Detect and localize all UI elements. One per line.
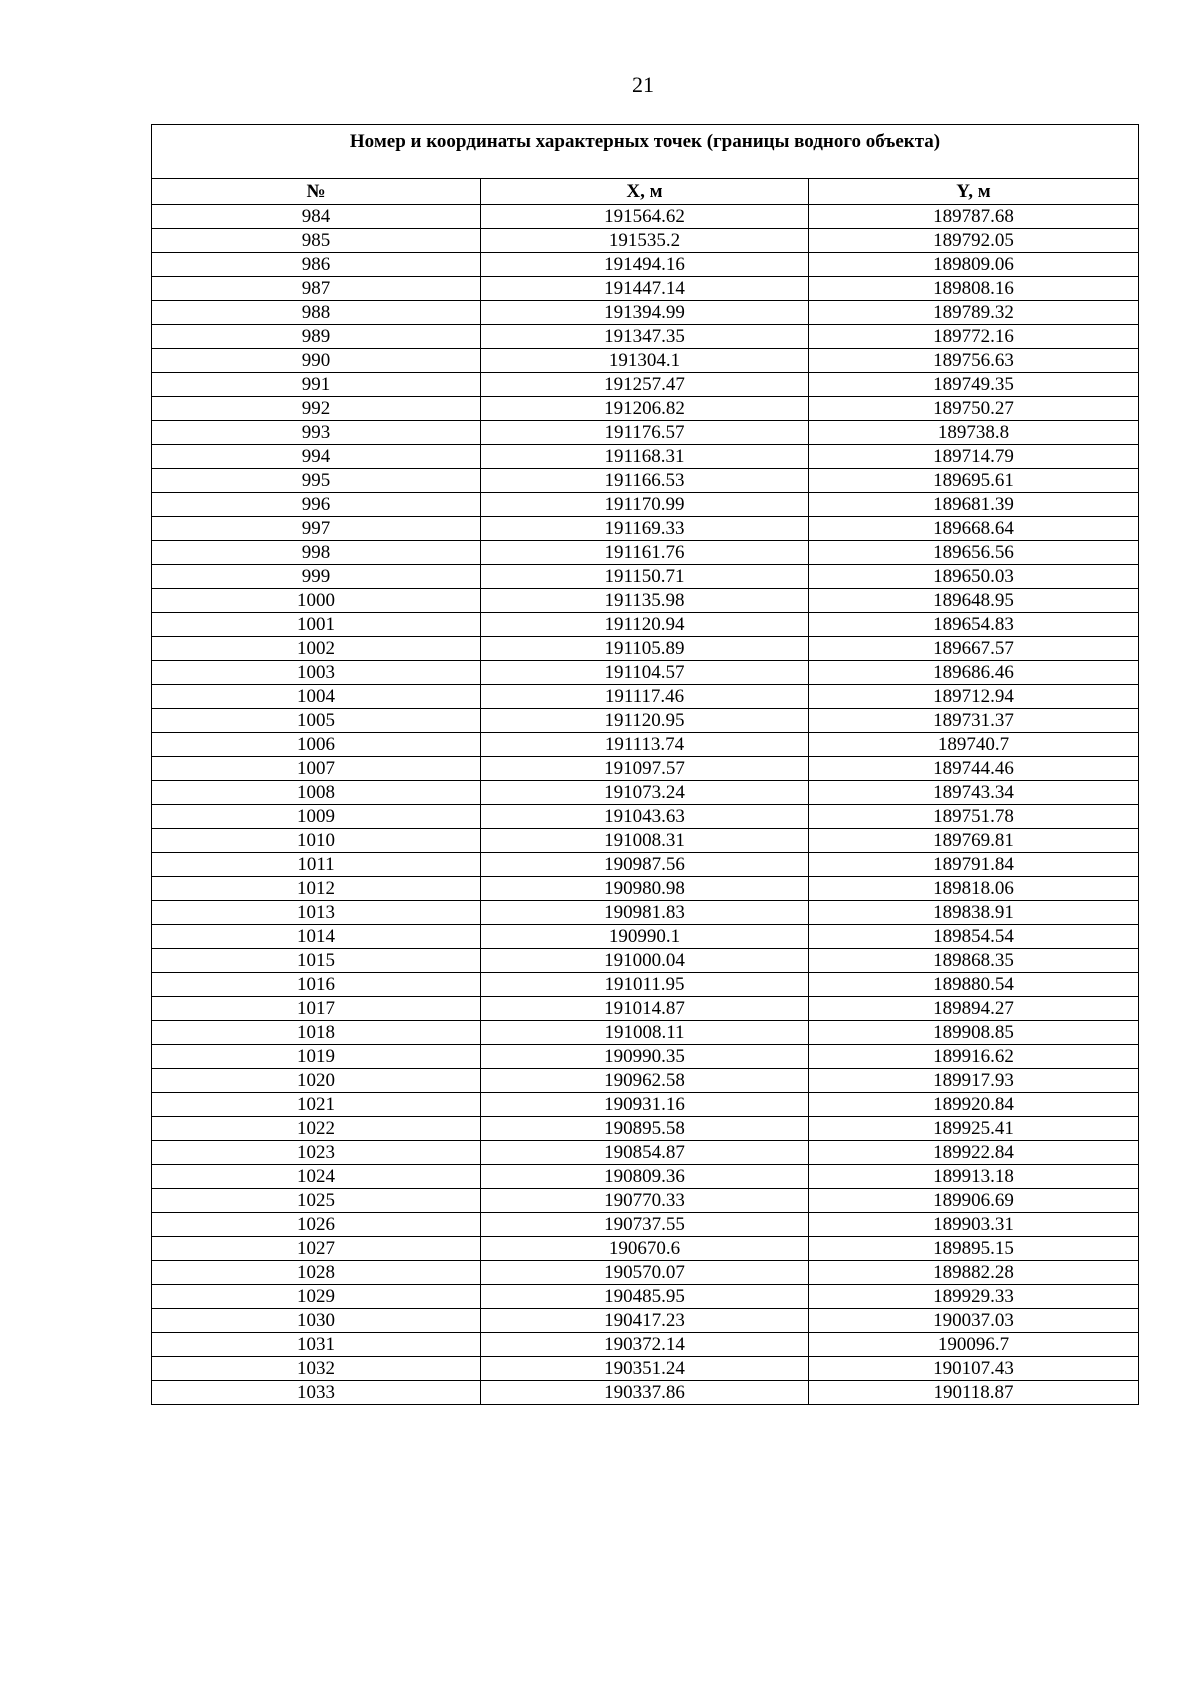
cell-x: 190417.23 [481,1309,809,1333]
table-row [152,1189,1139,1213]
table-row [152,541,1139,565]
cell-x: 191014.87 [481,997,809,1021]
table-row [152,685,1139,709]
cell-number: 994 [152,445,481,469]
cell-y: 189751.78 [809,805,1139,829]
cell-y: 189906.69 [809,1189,1139,1213]
cell-y: 189925.41 [809,1117,1139,1141]
table-row [152,565,1139,589]
table-row [152,829,1139,853]
cell-number: 1028 [152,1261,481,1285]
table-row [152,805,1139,829]
cell-number: 1031 [152,1333,481,1357]
cell-y: 189868.35 [809,949,1139,973]
table-row [152,1333,1139,1357]
cell-y: 189681.39 [809,493,1139,517]
cell-y: 189667.57 [809,637,1139,661]
column-header-y: Y, м [809,179,1139,205]
table-row [152,757,1139,781]
cell-y: 189791.84 [809,853,1139,877]
cell-number: 989 [152,325,481,349]
table-row [152,205,1139,229]
table-body [152,205,1139,1405]
page-number: 21 [632,72,654,97]
table-row [152,1357,1139,1381]
table-row [152,229,1139,253]
table-row [152,469,1139,493]
cell-number: 987 [152,277,481,301]
table-row [152,853,1139,877]
cell-number: 1006 [152,733,481,757]
cell-number: 991 [152,373,481,397]
cell-y: 189714.79 [809,445,1139,469]
table-row [152,613,1139,637]
table-row [152,1309,1139,1333]
table-header-row [152,179,1139,205]
cell-number: 1002 [152,637,481,661]
cell-y: 189809.06 [809,253,1139,277]
table-row [152,1381,1139,1405]
cell-number: 986 [152,253,481,277]
cell-x: 190670.6 [481,1237,809,1261]
cell-x: 191000.04 [481,949,809,973]
table-row [152,1117,1139,1141]
cell-number: 1027 [152,1237,481,1261]
cell-x: 191170.99 [481,493,809,517]
cell-number: 1000 [152,589,481,613]
cell-x: 190351.24 [481,1357,809,1381]
cell-y: 189712.94 [809,685,1139,709]
cell-x: 191166.53 [481,469,809,493]
cell-y: 189756.63 [809,349,1139,373]
cell-x: 190485.95 [481,1285,809,1309]
table-row [152,277,1139,301]
cell-number: 1026 [152,1213,481,1237]
cell-y: 189656.56 [809,541,1139,565]
cell-y: 190107.43 [809,1357,1139,1381]
table-row [152,1285,1139,1309]
cell-x: 191008.31 [481,829,809,853]
cell-x: 191161.76 [481,541,809,565]
table-row [152,877,1139,901]
cell-y: 189894.27 [809,997,1139,1021]
cell-number: 1003 [152,661,481,685]
cell-y: 189818.06 [809,877,1139,901]
cell-y: 189769.81 [809,829,1139,853]
cell-number: 1015 [152,949,481,973]
cell-number: 988 [152,301,481,325]
cell-number: 1018 [152,1021,481,1045]
cell-x: 191347.35 [481,325,809,349]
cell-number: 1014 [152,925,481,949]
cell-x: 191120.95 [481,709,809,733]
cell-number: 1009 [152,805,481,829]
cell-y: 189880.54 [809,973,1139,997]
cell-number: 1033 [152,1381,481,1405]
cell-y: 189917.93 [809,1069,1139,1093]
cell-y: 189740.7 [809,733,1139,757]
cell-number: 1001 [152,613,481,637]
cell-x: 191257.47 [481,373,809,397]
cell-number: 1004 [152,685,481,709]
cell-x: 191150.71 [481,565,809,589]
cell-x: 190809.36 [481,1165,809,1189]
cell-x: 191535.2 [481,229,809,253]
cell-y: 189854.54 [809,925,1139,949]
table-row [152,301,1139,325]
cell-y: 189731.37 [809,709,1139,733]
cell-x: 191304.1 [481,349,809,373]
cell-number: 1007 [152,757,481,781]
table-row [152,1045,1139,1069]
cell-number: 999 [152,565,481,589]
table-row [152,253,1139,277]
cell-x: 191008.11 [481,1021,809,1045]
cell-x: 191113.74 [481,733,809,757]
cell-number: 1023 [152,1141,481,1165]
cell-number: 1025 [152,1189,481,1213]
table-row [152,1021,1139,1045]
cell-y: 189744.46 [809,757,1139,781]
table-row [152,1261,1139,1285]
cell-x: 191011.95 [481,973,809,997]
cell-number: 1022 [152,1117,481,1141]
cell-y: 189772.16 [809,325,1139,349]
cell-y: 190096.7 [809,1333,1139,1357]
cell-y: 189808.16 [809,277,1139,301]
cell-y: 189895.15 [809,1237,1139,1261]
table-row [152,709,1139,733]
cell-x: 191176.57 [481,421,809,445]
cell-y: 189908.85 [809,1021,1139,1045]
cell-x: 190854.87 [481,1141,809,1165]
cell-number: 1030 [152,1309,481,1333]
cell-number: 1010 [152,829,481,853]
cell-y: 189738.8 [809,421,1139,445]
cell-y: 189749.35 [809,373,1139,397]
coordinates-table [151,124,1139,1405]
cell-number: 992 [152,397,481,421]
cell-x: 190737.55 [481,1213,809,1237]
cell-number: 984 [152,205,481,229]
table-row [152,733,1139,757]
cell-x: 191447.14 [481,277,809,301]
cell-number: 998 [152,541,481,565]
cell-number: 993 [152,421,481,445]
cell-number: 1019 [152,1045,481,1069]
cell-number: 1012 [152,877,481,901]
table-row [152,1165,1139,1189]
table-row [152,1141,1139,1165]
cell-number: 997 [152,517,481,541]
table-row [152,589,1139,613]
cell-y: 189743.34 [809,781,1139,805]
cell-y: 189750.27 [809,397,1139,421]
cell-number: 996 [152,493,481,517]
table-row [152,373,1139,397]
cell-x: 190990.1 [481,925,809,949]
table-row [152,1237,1139,1261]
table-row [152,397,1139,421]
table-row [152,973,1139,997]
cell-y: 189882.28 [809,1261,1139,1285]
cell-x: 191494.16 [481,253,809,277]
cell-x: 190372.14 [481,1333,809,1357]
cell-x: 191104.57 [481,661,809,685]
cell-x: 190337.86 [481,1381,809,1405]
table-row [152,325,1139,349]
cell-x: 191169.33 [481,517,809,541]
cell-y: 189654.83 [809,613,1139,637]
cell-x: 191043.63 [481,805,809,829]
cell-x: 190981.83 [481,901,809,925]
cell-x: 190987.56 [481,853,809,877]
cell-number: 1032 [152,1357,481,1381]
table-title: Номер и координаты характерных точек (границы водного объекта) [152,125,1139,179]
cell-x: 191117.46 [481,685,809,709]
cell-y: 189920.84 [809,1093,1139,1117]
cell-x: 190895.58 [481,1117,809,1141]
cell-y: 190037.03 [809,1309,1139,1333]
cell-number: 995 [152,469,481,493]
cell-x: 191394.99 [481,301,809,325]
cell-x: 190770.33 [481,1189,809,1213]
cell-number: 1024 [152,1165,481,1189]
table-row [152,997,1139,1021]
cell-y: 189648.95 [809,589,1139,613]
cell-x: 190931.16 [481,1093,809,1117]
table-row [152,1213,1139,1237]
table-row [152,421,1139,445]
table-row [152,949,1139,973]
cell-y: 189903.31 [809,1213,1139,1237]
cell-number: 1005 [152,709,481,733]
cell-x: 190570.07 [481,1261,809,1285]
table-row [152,925,1139,949]
table-row [152,661,1139,685]
cell-x: 190962.58 [481,1069,809,1093]
cell-x: 190990.35 [481,1045,809,1069]
cell-y: 189929.33 [809,1285,1139,1309]
cell-y: 189787.68 [809,205,1139,229]
column-header-x: X, м [481,179,809,205]
cell-y: 189695.61 [809,469,1139,493]
cell-number: 1011 [152,853,481,877]
cell-x: 191105.89 [481,637,809,661]
cell-y: 189789.32 [809,301,1139,325]
table-row [152,781,1139,805]
cell-x: 191073.24 [481,781,809,805]
cell-number: 1017 [152,997,481,1021]
cell-x: 191206.82 [481,397,809,421]
cell-number: 1008 [152,781,481,805]
cell-x: 190980.98 [481,877,809,901]
table-row [152,349,1139,373]
cell-y: 189686.46 [809,661,1139,685]
cell-y: 189792.05 [809,229,1139,253]
cell-y: 189838.91 [809,901,1139,925]
table-row [152,445,1139,469]
cell-x: 191168.31 [481,445,809,469]
cell-number: 1013 [152,901,481,925]
table-row [152,517,1139,541]
cell-x: 191120.94 [481,613,809,637]
cell-number: 1029 [152,1285,481,1309]
cell-number: 1016 [152,973,481,997]
cell-y: 189922.84 [809,1141,1139,1165]
cell-x: 191135.98 [481,589,809,613]
cell-number: 990 [152,349,481,373]
cell-number: 1021 [152,1093,481,1117]
cell-y: 189916.62 [809,1045,1139,1069]
table-row [152,1093,1139,1117]
table-row [152,901,1139,925]
cell-y: 189668.64 [809,517,1139,541]
column-header-number: № [152,179,481,205]
table-row [152,637,1139,661]
cell-number: 1020 [152,1069,481,1093]
cell-y: 189913.18 [809,1165,1139,1189]
cell-x: 191564.62 [481,205,809,229]
cell-number: 985 [152,229,481,253]
cell-x: 191097.57 [481,757,809,781]
table-row [152,1069,1139,1093]
table-row [152,493,1139,517]
cell-y: 190118.87 [809,1381,1139,1405]
cell-y: 189650.03 [809,565,1139,589]
